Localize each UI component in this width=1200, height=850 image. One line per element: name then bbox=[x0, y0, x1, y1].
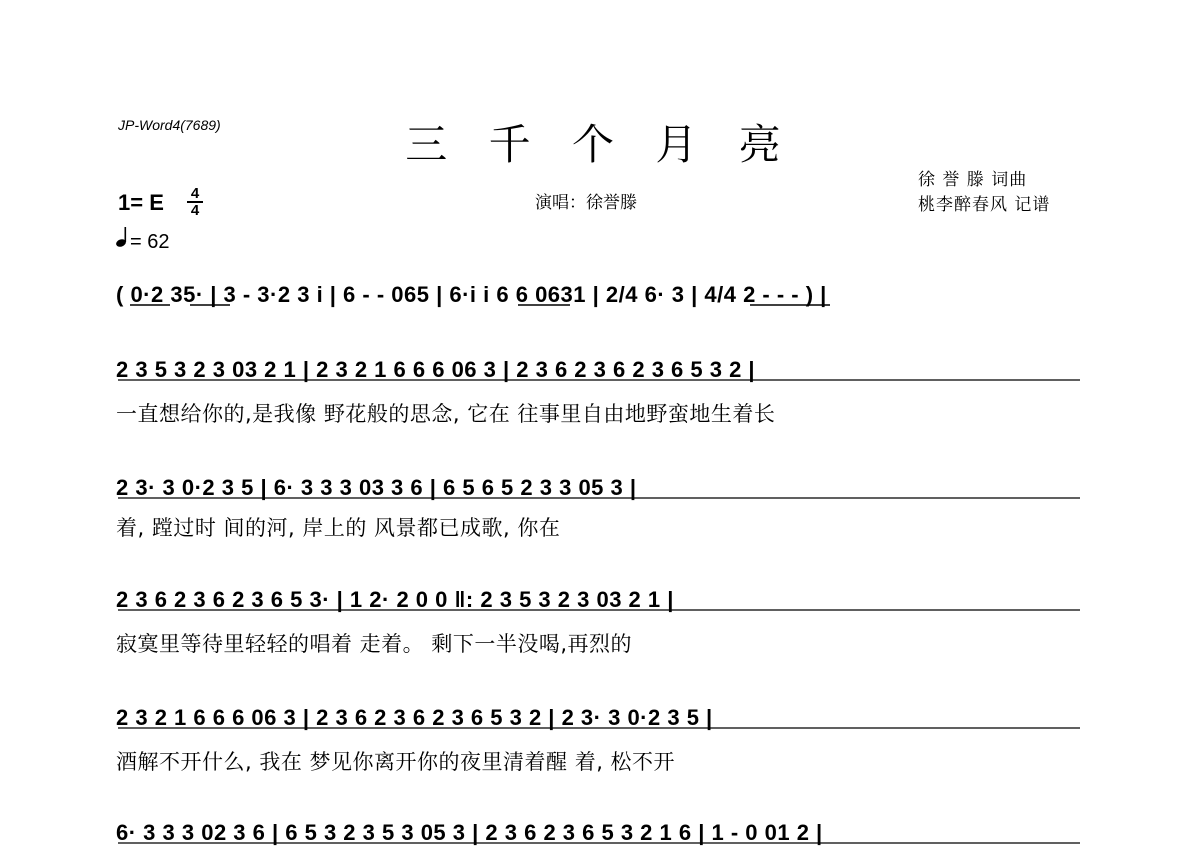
notation-line-4: 2 3 6 2 3 6 2 3 6 5 3· | 1 2· 2 0 0 ‖: 2 3 5 3 2 3 03 2 1 | bbox=[116, 587, 674, 612]
lyrics-line-3: 着, 蹚过时 间的河, 岸上的 风景都已成歌, 你在 bbox=[116, 516, 561, 540]
song-title: 三 千 个 月 亮 bbox=[405, 120, 795, 169]
lyricist-composer-credit: 徐 誉 滕 词曲 bbox=[918, 170, 1028, 190]
lyrics-line-5: 酒解不开什么, 我在 梦见你离开你的夜里清着醒 着, 松不开 bbox=[116, 750, 676, 774]
lyrics-line-4: 寂寞里等待里轻轻的唱着 走着。 剩下一半没喝,再烈的 bbox=[116, 632, 633, 656]
notation-line-5: 2 3 2 1 6 6 6 06 3 | 2 3 6 2 3 6 2 3 6 5 3 2 | 2 3· 3 0·2 3 5 | bbox=[116, 705, 713, 730]
tempo-value: = 62 bbox=[130, 231, 170, 253]
software-label: JP-Word4(7689) bbox=[118, 117, 221, 133]
notation-line-6: 6· 3 3 3 02 3 6 | 6 5 3 2 3 5 3 05 3 | 2 3 6 2 3 6 5 3 2 1 6 | 1 - 0 01 2 | bbox=[116, 820, 823, 845]
notation-line-1: ( 0·2 35· | 3 - 3·2 3 i | 6 - - 065 | 6·i i 6 6 0631 | 2/4 6· 3 | 4/4 2 - - - ) | bbox=[116, 282, 827, 307]
key-signature: 1= E bbox=[118, 190, 164, 215]
time-numerator: 4 bbox=[190, 185, 200, 202]
notation-line-3: 2 3· 3 0·2 3 5 | 6· 3 3 3 03 3 6 | 6 5 6 5 2 3 3 05 3 | bbox=[116, 475, 637, 500]
time-denominator: 4 bbox=[187, 201, 203, 218]
notation-line-2: 2 3 5 3 2 3 03 2 1 | 2 3 2 1 6 6 6 06 3 | 2 3 6 2 3 6 2 3 6 5 3 2 | bbox=[116, 357, 756, 382]
transcriber-credit: 桃李醉春风 记谱 bbox=[918, 195, 1051, 215]
singer-credit: 演唱：徐誉滕 bbox=[535, 193, 637, 213]
lyrics-line-2: 一直想给你的,是我像 野花般的思念, 它在 往事里自由地野蛮地生着长 bbox=[116, 402, 776, 426]
